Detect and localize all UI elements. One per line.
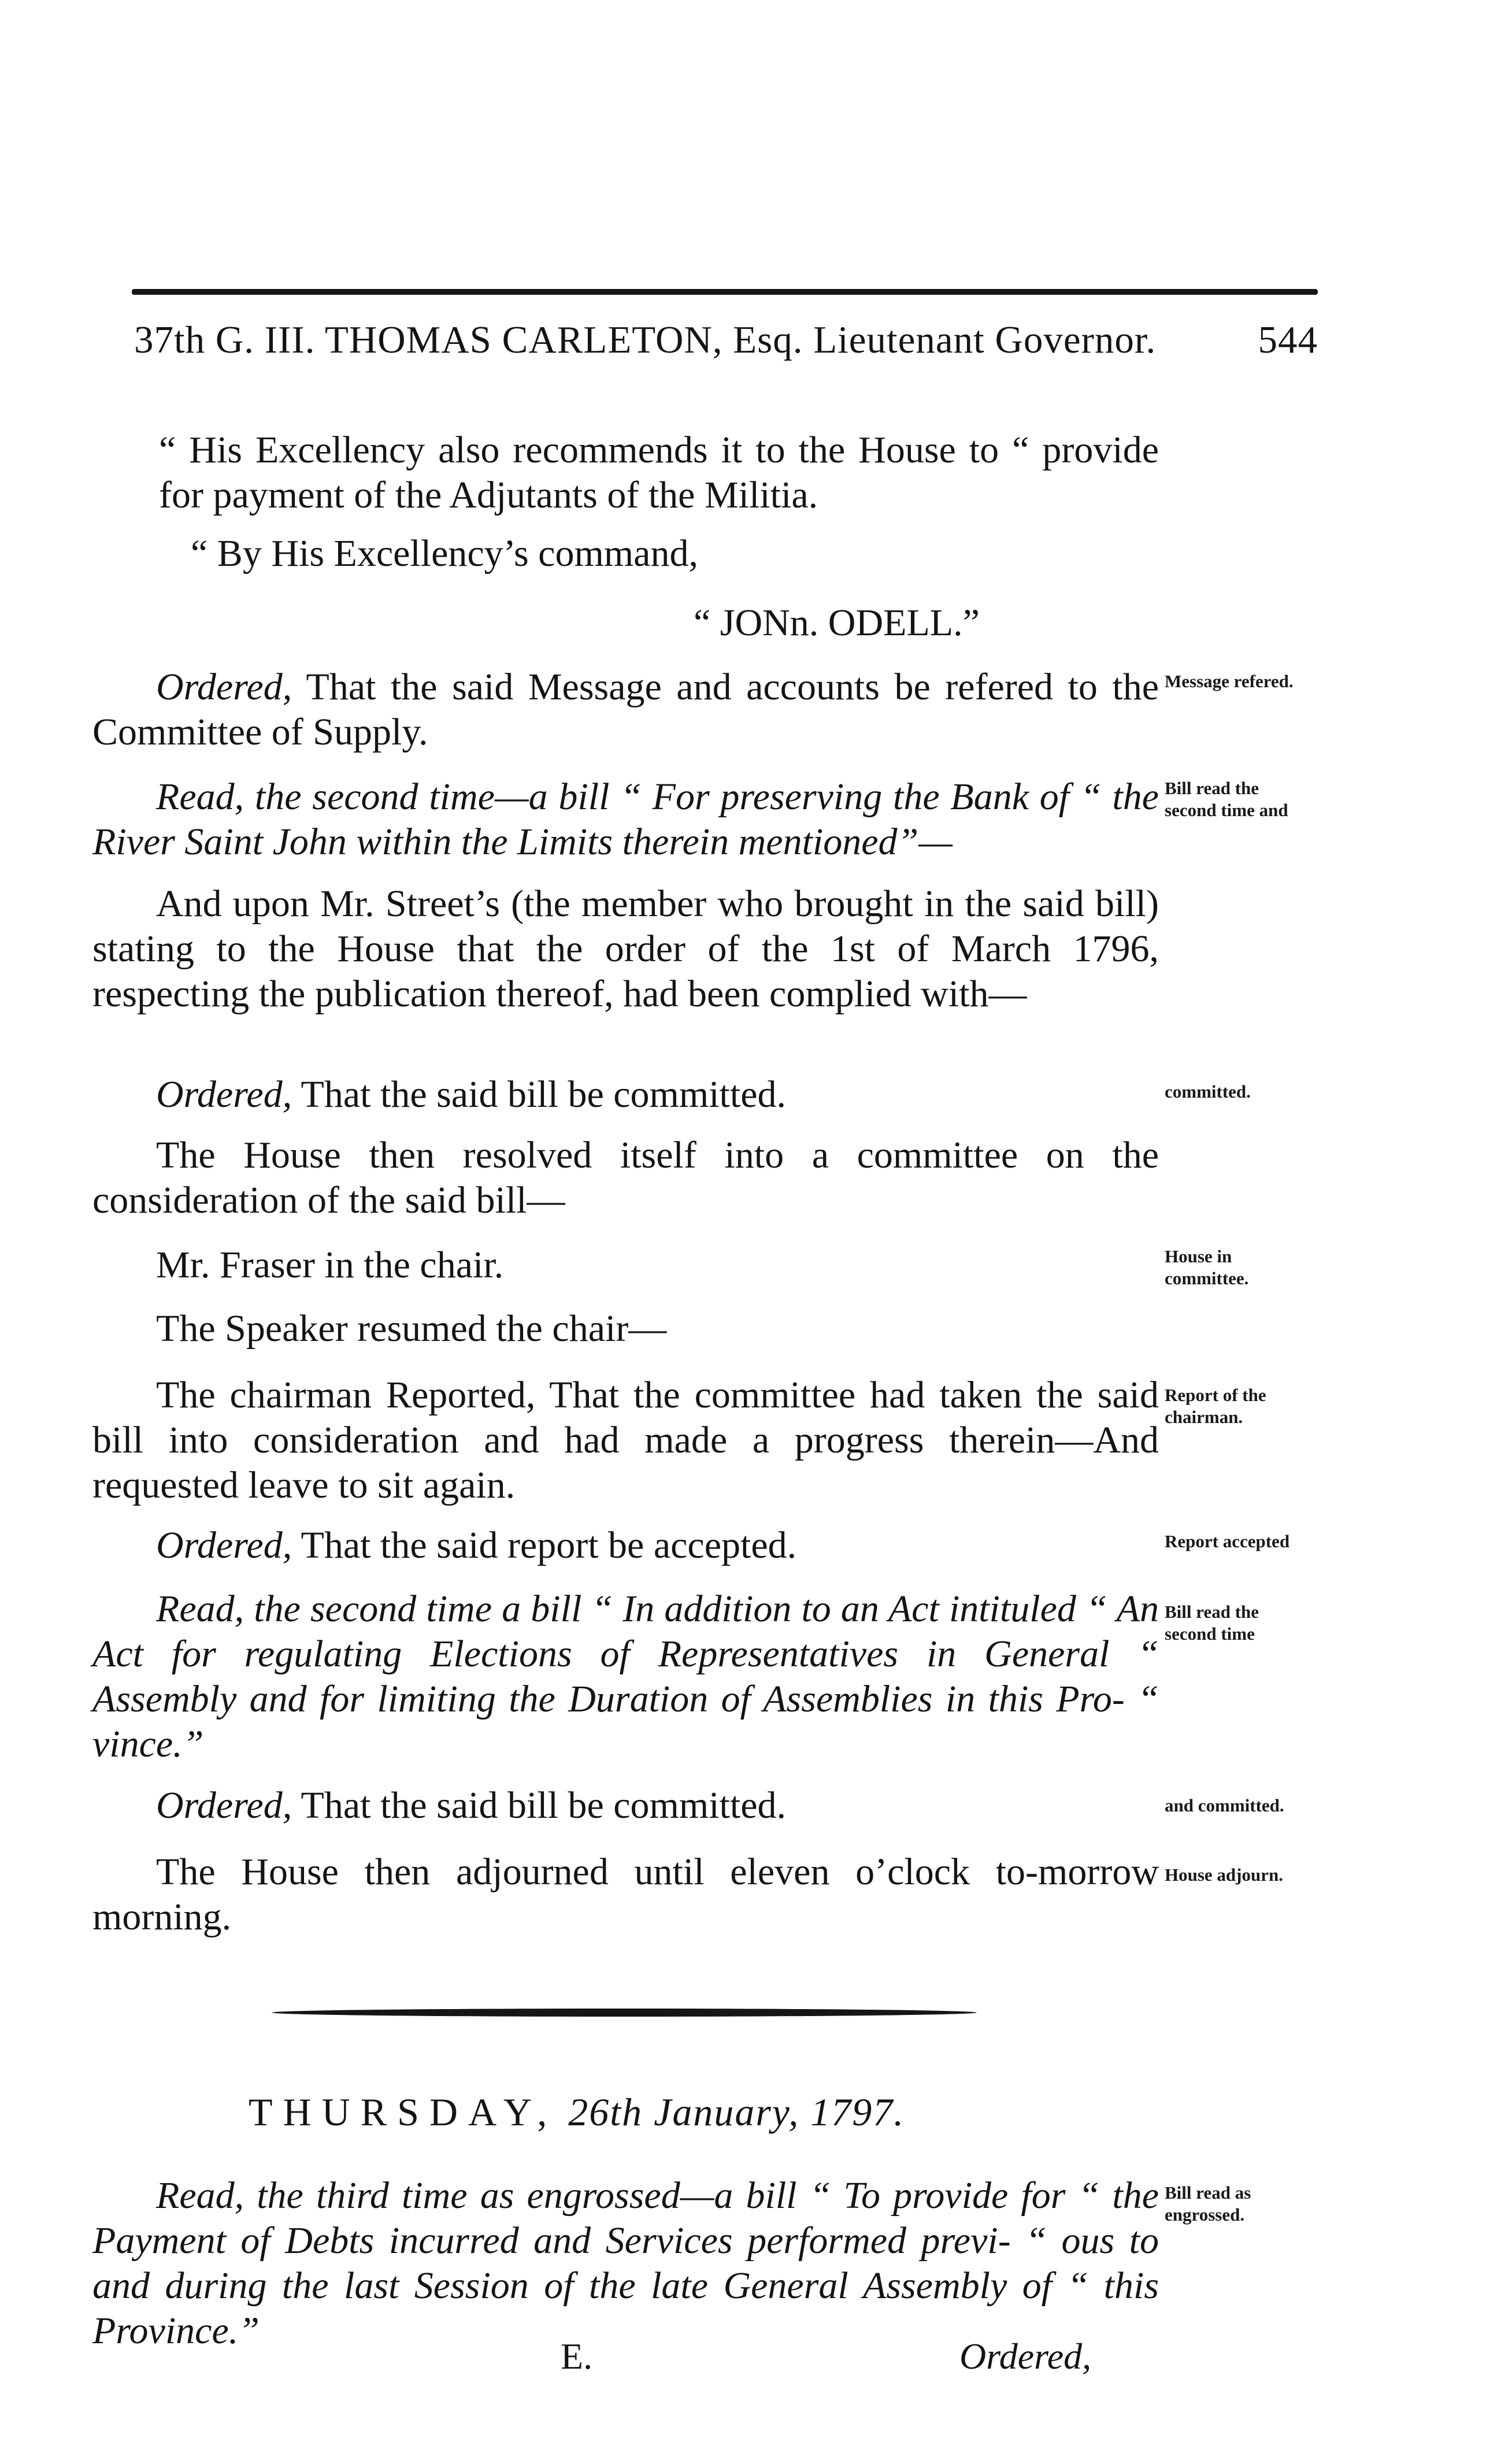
signature-mark: E. (561, 2336, 593, 2377)
catchword: Ordered, (959, 2336, 1092, 2377)
margin-note-bill-second-time: Bill read the second time and (1165, 778, 1288, 820)
date-text: 26th January, 1797. (568, 2090, 905, 2134)
section-rule (272, 2009, 977, 2017)
lead-word: Ordered, (156, 1524, 292, 1566)
paragraph-text: “ By His Excellency’s command, (191, 532, 698, 575)
paragraph-text: And upon Mr. Street’s (the member who brought in the said bill) stating to the House that the order of the 1st of March 1796, respecting the publication thereof, had been complied with— (92, 883, 1159, 1015)
header-rule (132, 289, 1318, 295)
margin-note-chairman: Report of the chairman. (1165, 1385, 1266, 1427)
margin-note-report-accepted: Report accepted (1165, 1531, 1290, 1551)
margin-note-bill-second-time-2: Bill read the second time (1165, 1602, 1259, 1644)
paragraph-text: That the said bill be committed. (301, 1073, 787, 1116)
paragraph-debts-bill (92, 2173, 1159, 2354)
paragraph-text: the third time as engrossed—a bill “ To provide for “ the Payment of Debts incurred and Services performed previ- “ ous to and during the last Session of the late General Assembly of “ this Province.” (92, 2174, 1159, 2352)
paragraph-text: That the said Message and accounts be refered to the Committee of Supply. (92, 666, 1159, 753)
signature-line (694, 601, 980, 645)
paragraph-ordered-supply (92, 665, 1159, 755)
lead-word: Ordered, (156, 1784, 292, 1826)
page-number: 544 (1258, 318, 1318, 361)
paragraph-adjourned (92, 1850, 1159, 1940)
lead-word: Read, (156, 2174, 244, 2217)
margin-note-message: Message refered. (1165, 671, 1294, 691)
paragraph-text: The House then resolved itself into a committee on the consideration of the said bill— (92, 1134, 1159, 1221)
paragraph-message (159, 428, 1159, 518)
paragraph-text: That the said report be accepted. (301, 1524, 797, 1566)
paragraph-text: the second time—a bill “ For preserving the Bank of “ the River Saint John within the Limits therein mentioned”— (92, 776, 1159, 863)
paragraph-text: “ JONn. ODELL.” (694, 602, 980, 644)
paragraph-text: The chairman Reported, That the committee had taken the said bill into consideration and had made a progress therein—And requested leave to sit again. (92, 1374, 1159, 1506)
paragraph-elections-bill (92, 1587, 1159, 1767)
paragraph-chair (92, 1243, 1159, 1288)
paragraph-text: Mr. Fraser in the chair. (156, 1244, 504, 1286)
running-header (134, 318, 1318, 362)
paragraph-text: the second time a bill “ In addition to an Act intituled “ An Act for regulating Elections of Representatives in General “ Assembly and for limiting the Duration of Assemblies in this Pro- “ vince.” (92, 1588, 1159, 1765)
paragraph-report-accepted (92, 1523, 1159, 1568)
lead-word: Ordered, (156, 1073, 292, 1116)
lead-word: Read, (156, 1588, 244, 1630)
paragraph-text: That the said bill be committed. (301, 1784, 787, 1826)
paragraph-chairman-report (92, 1373, 1159, 1508)
paragraph-mr-street (92, 881, 1159, 1017)
margin-note-and-committed: and committed. (1165, 1795, 1284, 1815)
margin-note-committed: committed. (1165, 1081, 1251, 1102)
date-day: THURSDAY, (249, 2090, 558, 2134)
paragraph-ordered-committed (92, 1072, 1159, 1117)
paragraph-bank-bill (92, 775, 1159, 865)
lead-word: Read, (156, 776, 244, 818)
paragraph-text: The Speaker resumed the chair— (156, 1307, 667, 1350)
paragraph-committee (92, 1133, 1159, 1223)
paragraph-text: “ His Excellency also recommends it to the House to “ provide for payment of the Adjutants of the Militia. (159, 429, 1159, 516)
margin-note-house-committee: House in committee. (1165, 1246, 1249, 1288)
paragraph-ordered-committed-2 (92, 1783, 1159, 1828)
header-title: 37th G. III. THOMAS CARLETON, Esq. Lieutenant Governor. (134, 318, 1157, 361)
paragraph-speaker (92, 1306, 1159, 1351)
lead-word: Ordered, (156, 666, 292, 708)
date-heading (249, 2089, 905, 2135)
paragraph-text: The House then adjourned until eleven o’clock to-morrow morning. (92, 1851, 1159, 1938)
margin-note-engrossed: Bill read as engrossed. (1165, 2183, 1251, 2225)
command-line (191, 532, 698, 576)
margin-note-house-adjourn: House adjourn. (1165, 1865, 1283, 1885)
